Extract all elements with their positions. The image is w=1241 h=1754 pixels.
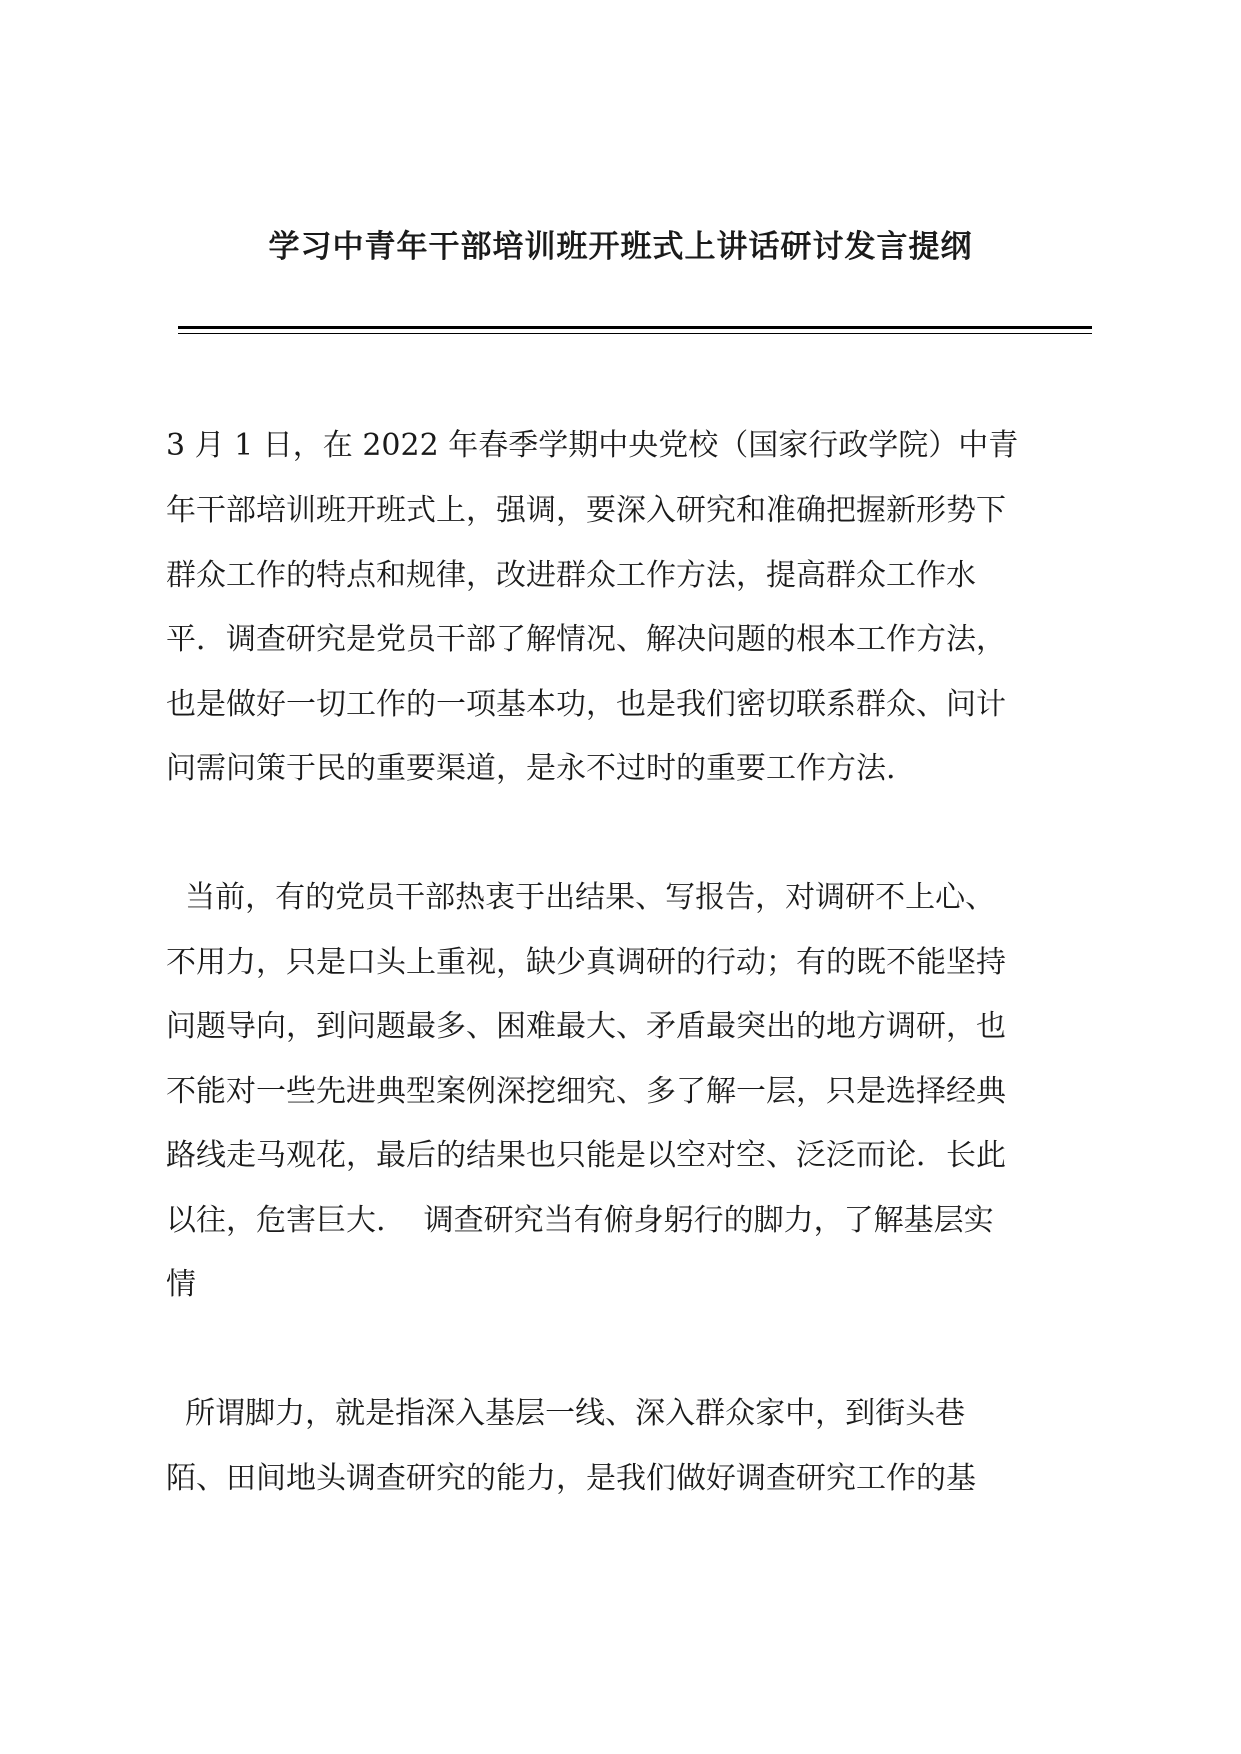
text-line: 以往，危害巨大. 调查研究当有俯身躬行的脚力，了解基层实 (166, 1203, 994, 1238)
document-title: 学习中青年干部培训班开班式上讲话研讨发言提纲 (268, 229, 973, 265)
text-line: 也是做好一切工作的一项基本功，也是我们密切联系群众、问计 (166, 687, 1006, 722)
text-line: 群众工作的特点和规律，改进群众工作方法，提高群众工作水 (166, 558, 976, 593)
text-line: 所谓脚力，就是指深入基层一线、深入群众家中，到街头巷 (166, 1396, 966, 1431)
title-divider-thick (178, 326, 1092, 329)
text-line: 年干部培训班开班式上，强调，要深入研究和准确把握新形势下 (166, 493, 1006, 528)
text-line: 情 (166, 1267, 196, 1302)
text-line: 当前，有的党员干部热衷于出结果、写报告，对调研不上心、 (166, 880, 996, 915)
text-line: 陌、田间地头调查研究的能力，是我们做好调查研究工作的基 (166, 1461, 976, 1496)
text-line: 问需问策于民的重要渠道，是永不过时的重要工作方法. (166, 751, 896, 786)
text-line: 问题导向，到问题最多、困难最大、矛盾最突出的地方调研，也 (166, 1009, 1006, 1044)
text-line: 3 月 1 日，在 2022 年春季学期中央党校（国家行政学院）中青 (166, 428, 1019, 463)
title-divider-thin (178, 333, 1092, 334)
text-line: 路线走马观花，最后的结果也只能是以空对空、泛泛而论．长此 (166, 1138, 1006, 1173)
text-line: 平．调查研究是党员干部了解情况、解决问题的根本工作方法， (166, 622, 1006, 657)
text-line: 不用力，只是口头上重视，缺少真调研的行动；有的既不能坚持 (166, 945, 1006, 980)
text-line: 不能对一些先进典型案例深挖细究、多了解一层，只是选择经典 (166, 1074, 1006, 1109)
